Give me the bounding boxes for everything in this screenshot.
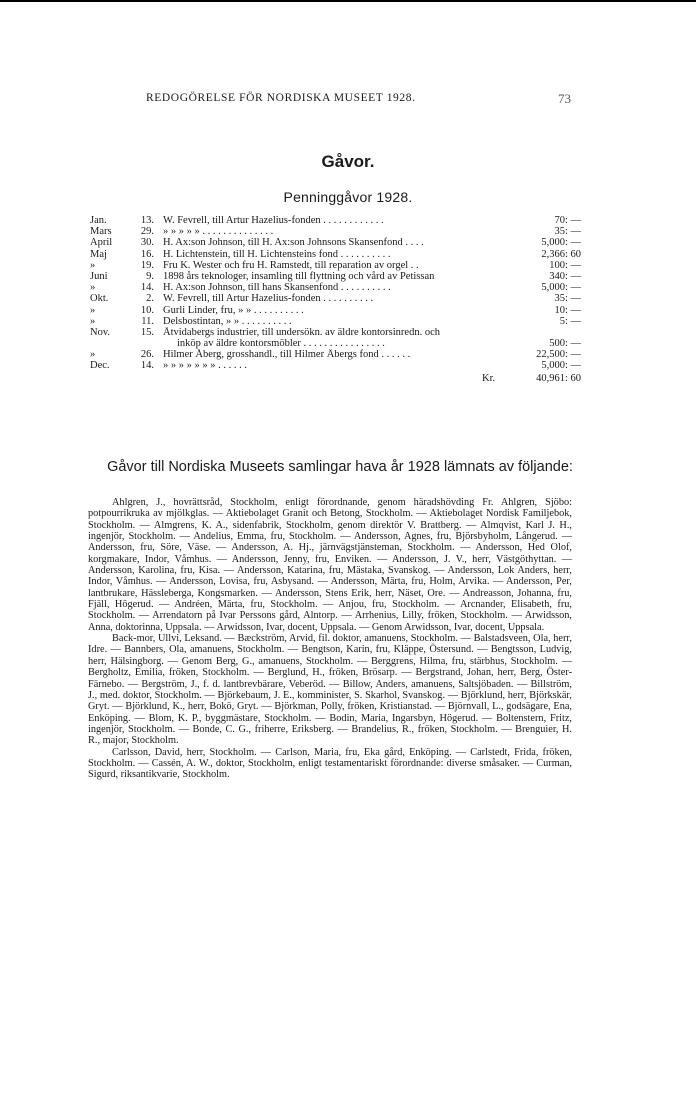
ledger-description-line: » » » » » . . . . . . . . . . . . . . <box>163 226 274 238</box>
ledger-row <box>0 327 696 349</box>
ledger-amount: 70: — <box>554 215 581 226</box>
ledger-day: 15. <box>140 326 154 338</box>
ledger-day: 11. <box>141 315 154 327</box>
ledger-description <box>163 271 515 282</box>
ledger-description <box>163 237 515 248</box>
ledger-month: » <box>90 259 96 271</box>
donors-heading: Gåvor till Nordiska Museets samlingar hava år 1928 lämnats av följande: <box>107 459 573 475</box>
ledger-description-line: W. Fevrell, till Artur Hazelius-fonden . . . . . . . . . . <box>163 293 374 305</box>
ledger-month: Mars <box>90 226 112 238</box>
page-number: 73 <box>558 91 571 106</box>
ledger-amount: 100: — <box>549 259 581 271</box>
ledger-month: Nov. <box>90 326 111 338</box>
ledger-description-line: Delsbostintan, » » . . . . . . . . . . <box>163 315 292 327</box>
ledger-month: » <box>90 282 96 294</box>
ledger-amount: 5,000: — <box>541 360 581 372</box>
ledger-row <box>0 237 696 248</box>
top-border-line <box>0 0 696 2</box>
ledger-amount: 340: — <box>549 270 581 282</box>
ledger-amount: 35: — <box>554 226 581 238</box>
ledger-description <box>163 293 515 304</box>
ledger-day: 9. <box>146 270 154 282</box>
ledger-row <box>0 349 696 360</box>
ledger-description-line: Fru K. Wester och fru H. Ramstedt, till reparation av orgel . . <box>163 259 419 271</box>
ledger-day: 29. <box>140 226 154 238</box>
ledger-description <box>163 260 515 271</box>
ledger-amount: 35: — <box>554 293 581 305</box>
ledger-day: 16. <box>140 248 154 260</box>
ledger-day: 2. <box>146 293 154 305</box>
ledger-day: 13. <box>140 215 154 226</box>
running-head <box>0 92 696 108</box>
ledger-description <box>163 360 515 371</box>
ledger-day: 26. <box>140 348 154 360</box>
ledger-description-line: 1898 års teknologer, insamling till flyttning och vård av Petissan <box>163 270 435 282</box>
ledger-description <box>163 249 515 260</box>
section-subtitle: Penninggåvor 1928. <box>283 189 413 205</box>
ledger-row <box>0 271 696 282</box>
ledger-row <box>0 226 696 237</box>
ledger-description-line: Åtvidabergs industrier, till undersökn. av äldre kontorsinredn. och <box>163 326 440 338</box>
donors-list <box>88 497 572 781</box>
ledger-month: Dec. <box>90 360 110 372</box>
ledger-month: » <box>90 304 96 316</box>
ledger-description <box>163 305 515 316</box>
ledger-day: 14. <box>140 282 154 294</box>
ledger-description-line: Gurli Linder, fru, » » . . . . . . . . . . <box>163 304 304 316</box>
section-title: Gåvor. <box>321 152 375 171</box>
ledger-row <box>0 316 696 327</box>
ledger-description-line: Hilmer Åberg, grosshandl., till Hilmer Åbergs fond . . . . . . <box>163 348 411 360</box>
ledger-row <box>0 305 696 316</box>
donations-ledger <box>0 215 696 387</box>
ledger-total-row <box>0 373 696 387</box>
ledger-description <box>163 215 515 226</box>
ledger-month: April <box>90 237 113 249</box>
ledger-description-line: H. Ax:son Johnson, till H. Ax:son Johnsons Skansenfond . . . . <box>163 237 424 249</box>
ledger-amount: 500: — <box>549 337 581 349</box>
ledger-row <box>0 249 696 260</box>
ledger-description-line: W. Fevrell, till Artur Hazelius-fonden . . . . . . . . . . . . <box>163 215 384 226</box>
total-label: Kr. <box>482 373 496 385</box>
ledger-month: » <box>90 348 96 360</box>
ledger-month: Jan. <box>90 215 107 226</box>
ledger-amount: 2,366: 60 <box>541 248 581 260</box>
donor-paragraph: Carlsson, David, herr, Stockholm. — Carlson, Maria, fru, Eka gård, Enköping. — Carlstedt, Frida, fröken, Stockholm. — Cassén, A. W., doktor, Stockholm, enligt testamentariskt förordnande: diverse småsaker. — Curman, Sigurd, riksantikvarie, Stockholm. <box>88 746 572 781</box>
donor-paragraph: Back-mor, Ullvi, Leksand. — Bæckström, Arvid, fil. doktor, amanuens, Stockholm. — Balstadsveen, Ola, herr, Idre. — Bannbers, Ola, amanuens, Stockholm. — Bengtson, Karin, fru, Kläppe, Östersund. — Bengtsson, Ludvig, herr, Hälsingborg. — Genom Berg, G., amanuens, Stockholm. — Berggrens, Hilma, fru, stärbhus, Stockholm. — Bergholtz, Emilia, fröken, Stockholm. — Berglund, H., fröken, Brösarp. — Bergstrand, Johan, herr, Berg, Öster-Färnebo. — Bergström, J., f. d. lantbrevbärare, Veberöd. — Billow, Anders, amanuens, Saltsjöbaden. — Billström, J., med. doktor, Stockholm. — Björkebaum, J. E., komminister, S. Skarhol, Svanskog. — Björklund, herr, Björkskär, Gryt. — Björklund, K., herr, Bokö, Gryt. — Björkman, Polly, fröken, Kristianstad. — Björnvall, L., godsägare, Ena, Enköping. — Blom, K. P., byggmästare, Stockholm. — Bodin, Maria, Ingarsbyn, Högerud. — Boltenstern, Fritz, ingenjör, Stockholm. — Bonde, C. G., friherre, Eriksberg. — Brandelius, R., fröken, Stockholm. — Brenguier, H. R., major, Stockholm. <box>88 633 572 747</box>
ledger-row <box>0 293 696 304</box>
ledger-row <box>0 260 696 271</box>
ledger-row <box>0 360 696 371</box>
ledger-month: Maj <box>90 248 107 260</box>
ledger-month: Juni <box>90 270 108 282</box>
ledger-amount: 5: — <box>559 315 581 327</box>
ledger-description <box>163 316 515 327</box>
running-title: REDOGÖRELSE FÖR NORDISKA MUSEET 1928. <box>146 92 416 104</box>
ledger-day: 14. <box>140 360 154 372</box>
ledger-amount: 5,000: — <box>541 237 581 249</box>
ledger-amount: 10: — <box>554 304 581 316</box>
ledger-month: Okt. <box>90 293 109 305</box>
ledger-month: » <box>90 315 96 327</box>
ledger-description-line: H. Ax:son Johnson, till hans Skansenfond . . . . . . . . . . <box>163 282 391 294</box>
ledger-description <box>163 349 515 360</box>
ledger-amount: 5,000: — <box>541 282 581 294</box>
ledger-row <box>0 215 696 226</box>
ledger-day: 30. <box>140 237 154 249</box>
total-value: 40,961: 60 <box>536 373 581 385</box>
ledger-description-line: inköp av äldre kontorsmöbler . . . . . . . . . . . . . . . . <box>177 337 385 349</box>
donor-paragraph: Ahlgren, J., hovrättsråd, Stockholm, enligt förordnande, genom häradshövding Fr. Ahlgren, Sjöbo: potpourrikruka av mjölkglas. — Aktiebolaget Granit och Betong, Stockholm. — Aktiebolaget Nordisk Familjebok, Stockholm. — Almgrens, K. A., sidenfabrik, Stockholm, genom direktör V. Brattberg. — Almqvist, Karl J. H., ingenjör, Stockholm. — Andelius, Emma, fru, Stockholm. — Andersson, Agnes, fru, Björsbyholm, Långerud. — Andersson, fru, Söre, Väse. — Andersson, A. Hj., järnvägstjänsteman, Stockholm. — Andersson, Hed Olof, korgmakare, Indor, Våmhus. — Andersson, Jenny, fru, Enviken. — Andersson, J. V., herr, Västgöthyttan. — Andersson, Karolina, fru, Kisa. — Andersson, Katarina, fru, Mästaka, Svanskog. — Andersson, Lok Anders, herr, Indor, Våmhus. — Andersson, Lovisa, fru, Asbysand. — Andersson, Märta, fru, Holm, Arvika. — Andersson, Per, lantbrukare, Hässleberga, Kongsmarken. — Andersson, Stens Erik, herr, Näset, Ore. — Andreasson, Johanna, fru, Fjäll, Högerud. — Andréen, Märta, fru, Stockholm. — Anjou, fru, Stockholm. — Arcnander, Elisabeth, fru, Stockholm. — Arrendatorn på Ivar Perssons gård, Alntorp. — Arrhenius, Lilly, fröken, Stockholm. — Arwidsson, Anna, doktorinna, Uppsala. — Arwidsson, Ivar, docent, Uppsala. — Genom Arwidsson, Ivar, docent, Uppsala. <box>88 497 572 633</box>
ledger-amount: 22,500: — <box>536 348 581 360</box>
ledger-day: 10. <box>140 304 154 316</box>
ledger-description-line: » » » » » » » . . . . . . <box>163 360 247 372</box>
ledger-row <box>0 282 696 293</box>
ledger-description-line: H. Lichtenstein, till H. Lichtensteins fond . . . . . . . . . . <box>163 248 391 260</box>
ledger-day: 19. <box>140 259 154 271</box>
ledger-description <box>163 327 515 349</box>
ledger-description <box>163 282 515 293</box>
ledger-description <box>163 226 515 237</box>
